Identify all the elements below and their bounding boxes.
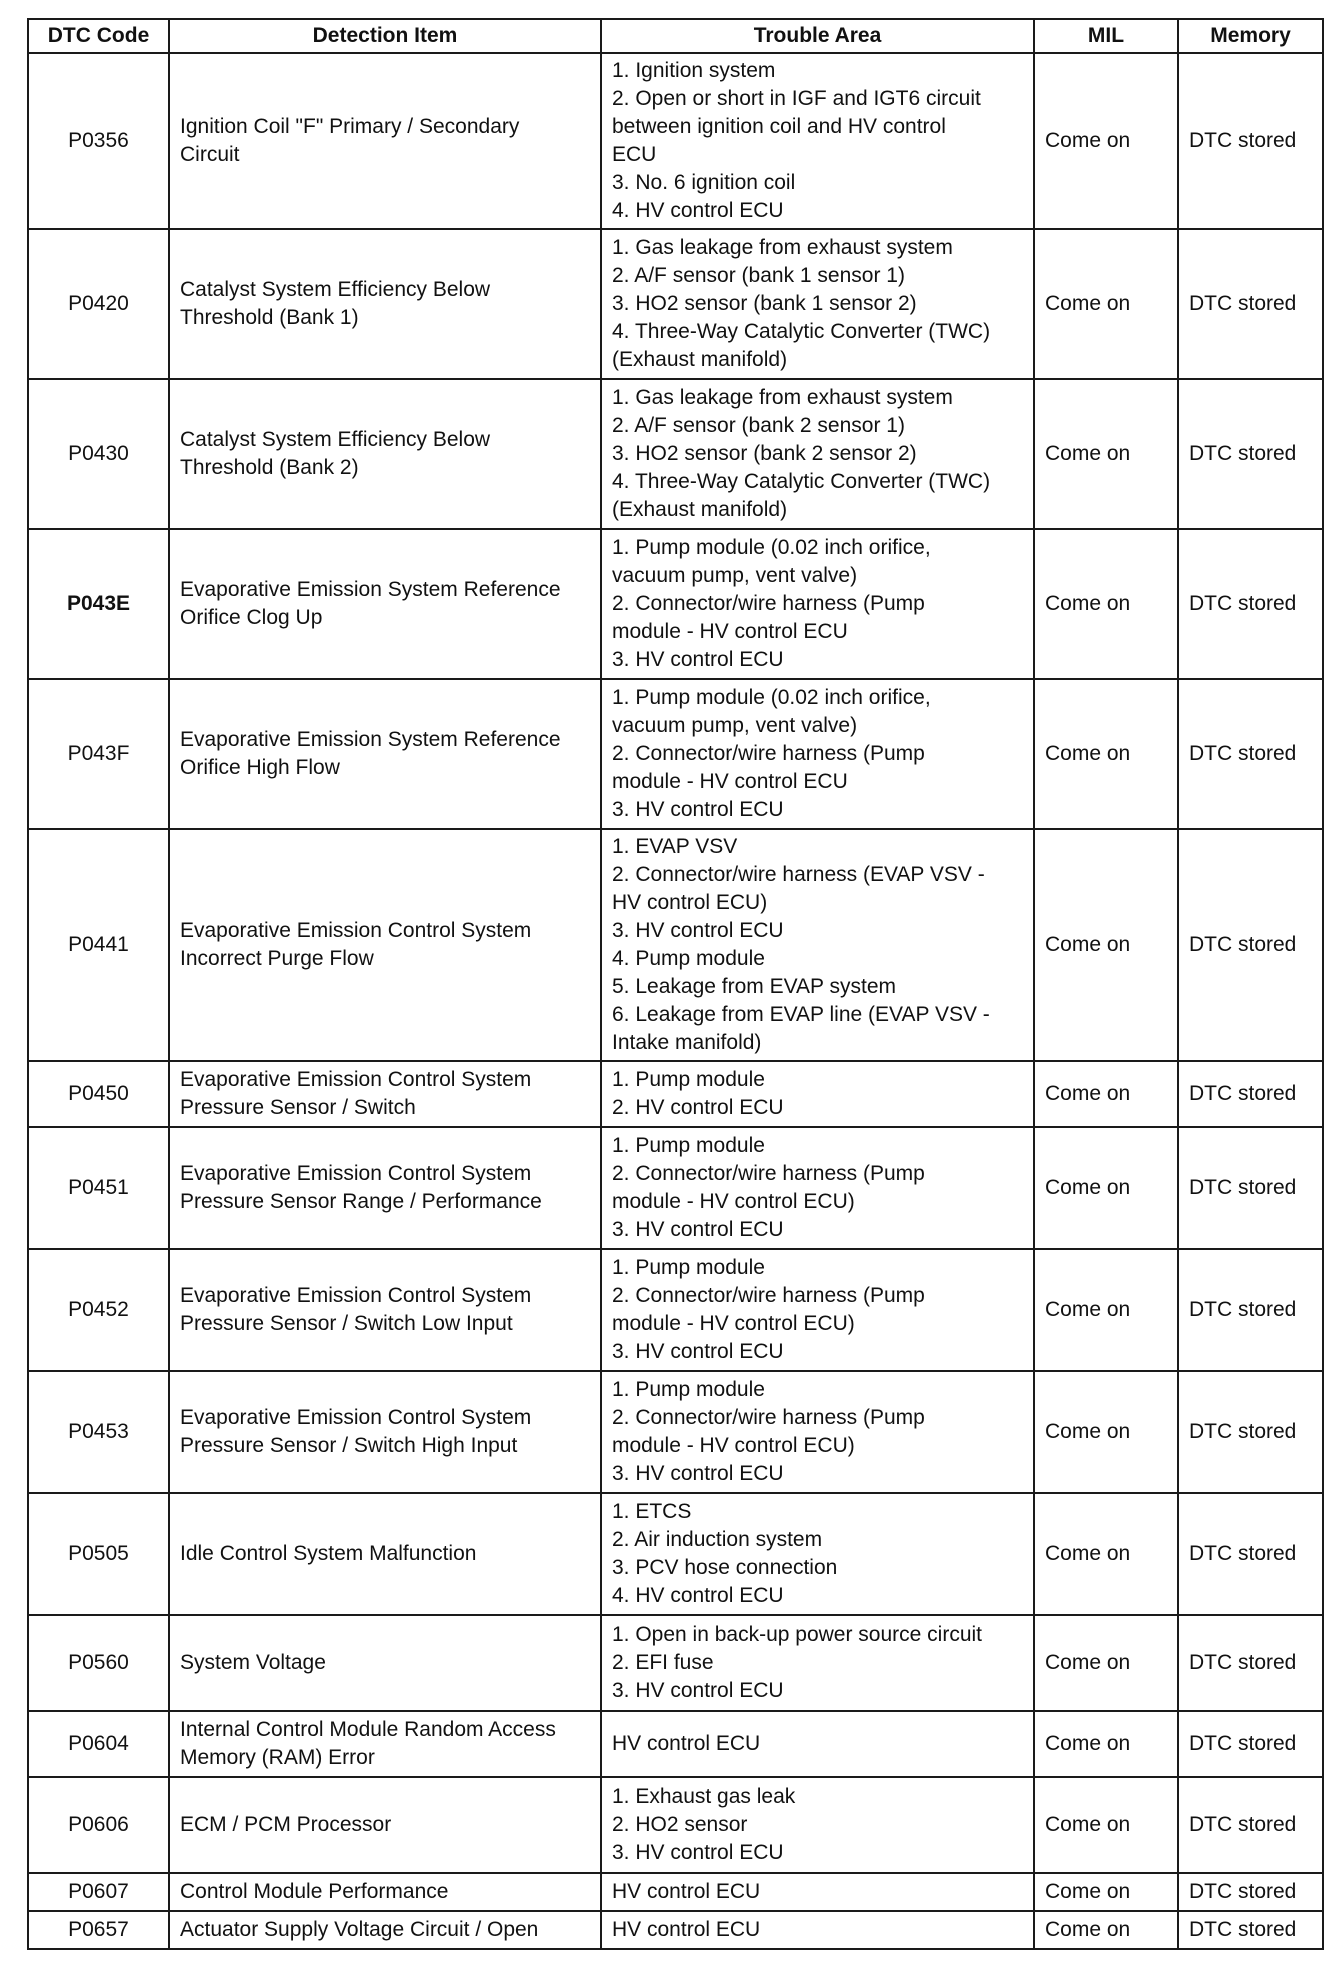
detection-item-line: Actuator Supply Voltage Circuit / Open [180, 1918, 539, 1941]
trouble-area-cell [601, 1711, 1034, 1777]
table-body [28, 53, 1323, 1949]
trouble-area-cell [601, 1371, 1034, 1493]
detection-item-line: Ignition Coil "F" Primary / Secondary [180, 115, 520, 138]
dtc-code-cell: P0657 [28, 1911, 169, 1949]
detection-item-cell [169, 1615, 601, 1711]
trouble-area-cell [601, 379, 1034, 529]
table-row [28, 1061, 1323, 1127]
dtc-code-cell: P043E [28, 529, 169, 679]
trouble-area-line: module - HV control ECU [612, 620, 848, 643]
mil-cell: Come on [1034, 1249, 1178, 1371]
memory-cell: DTC stored [1178, 829, 1323, 1061]
trouble-area-line: 2. A/F sensor (bank 1 sensor 1) [612, 264, 905, 287]
dtc-code-cell: P043F [28, 679, 169, 829]
trouble-area-line: vacuum pump, vent valve) [612, 564, 858, 587]
trouble-area-cell [601, 53, 1034, 229]
detection-item-line: Orifice Clog Up [180, 606, 323, 629]
dtc-code-cell: P0453 [28, 1371, 169, 1493]
table-row [28, 379, 1323, 529]
header-mil: MIL [1034, 19, 1178, 53]
detection-item-line: Evaporative Emission System Reference [180, 728, 561, 751]
table-row [28, 1493, 1323, 1615]
trouble-area-line: 2. A/F sensor (bank 2 sensor 1) [612, 414, 905, 437]
trouble-area-cell [601, 1249, 1034, 1371]
mil-cell: Come on [1034, 1061, 1178, 1127]
trouble-area-line: module - HV control ECU [612, 770, 848, 793]
trouble-area-line: between ignition coil and HV control [612, 115, 946, 138]
trouble-area-line: 6. Leakage from EVAP line (EVAP VSV - [612, 1003, 990, 1026]
trouble-area-line: 1. Gas leakage from exhaust system [612, 386, 953, 409]
detection-item-line: Evaporative Emission Control System [180, 1406, 532, 1429]
header-detection-item: Detection Item [169, 19, 601, 53]
detection-item-line: Evaporative Emission Control System [180, 919, 532, 942]
table-row [28, 1777, 1323, 1873]
trouble-area-line: 3. PCV hose connection [612, 1556, 838, 1579]
trouble-area-line: 1. Pump module [612, 1134, 765, 1157]
trouble-area-line: 4. Three-Way Catalytic Converter (TWC) [612, 470, 991, 493]
mil-cell: Come on [1034, 1911, 1178, 1949]
detection-item-cell [169, 1371, 601, 1493]
mil-cell: Come on [1034, 679, 1178, 829]
trouble-area-line: 3. HV control ECU [612, 919, 784, 942]
mil-cell: Come on [1034, 1777, 1178, 1873]
detection-item-cell [169, 1061, 601, 1127]
trouble-area-line: 3. HV control ECU [612, 648, 784, 671]
trouble-area-line: 2. Air induction system [612, 1528, 823, 1551]
dtc-code-cell: P0505 [28, 1493, 169, 1615]
detection-item-line: Pressure Sensor / Switch [180, 1096, 416, 1119]
trouble-area-line: HV control ECU) [612, 891, 768, 914]
trouble-area-line: 1. Gas leakage from exhaust system [612, 236, 953, 259]
trouble-area-line: 2. Connector/wire harness (EVAP VSV - [612, 863, 985, 886]
trouble-area-line: 4. HV control ECU [612, 199, 784, 222]
memory-cell: DTC stored [1178, 229, 1323, 379]
table-row [28, 1127, 1323, 1249]
dtc-code-cell: P0560 [28, 1615, 169, 1711]
trouble-area-line: 2. HO2 sensor [612, 1813, 748, 1836]
detection-item-cell [169, 53, 601, 229]
trouble-area-line: 1. ETCS [612, 1500, 692, 1523]
trouble-area-line: 4. Pump module [612, 947, 765, 970]
table-row [28, 1873, 1323, 1911]
trouble-area-line: 2. Open or short in IGF and IGT6 circuit [612, 87, 981, 110]
trouble-area-line: 1. Pump module (0.02 inch orifice, [612, 536, 931, 559]
trouble-area-line: 1. Exhaust gas leak [612, 1785, 796, 1808]
trouble-area-line: 1. Pump module [612, 1068, 765, 1091]
memory-cell: DTC stored [1178, 529, 1323, 679]
memory-cell: DTC stored [1178, 1711, 1323, 1777]
detection-item-line: Evaporative Emission System Reference [180, 578, 561, 601]
dtc-code-cell: P0452 [28, 1249, 169, 1371]
detection-item-line: Circuit [180, 143, 240, 166]
mil-cell: Come on [1034, 379, 1178, 529]
detection-item-cell [169, 1127, 601, 1249]
trouble-area-cell [601, 1777, 1034, 1873]
memory-cell: DTC stored [1178, 1777, 1323, 1873]
trouble-area-line: (Exhaust manifold) [612, 348, 788, 371]
trouble-area-cell [601, 1493, 1034, 1615]
trouble-area-line: 4. HV control ECU [612, 1584, 784, 1607]
trouble-area-cell [601, 1127, 1034, 1249]
dtc-code-cell: P0606 [28, 1777, 169, 1873]
trouble-area-cell [601, 1615, 1034, 1711]
detection-item-cell [169, 379, 601, 529]
trouble-area-line: 2. HV control ECU [612, 1096, 784, 1119]
mil-cell: Come on [1034, 1615, 1178, 1711]
table-row [28, 829, 1323, 1061]
detection-item-cell [169, 1777, 601, 1873]
trouble-area-line: 1. Ignition system [612, 59, 776, 82]
table-row [28, 679, 1323, 829]
trouble-area-cell [601, 1911, 1034, 1949]
memory-cell: DTC stored [1178, 1911, 1323, 1949]
detection-item-cell [169, 529, 601, 679]
trouble-area-line: 3. HV control ECU [612, 1218, 784, 1241]
trouble-area-line: 2. Connector/wire harness (Pump [612, 1162, 925, 1185]
trouble-area-line: module - HV control ECU) [612, 1190, 855, 1213]
trouble-area-line: Intake manifold) [612, 1031, 762, 1054]
detection-item-cell [169, 1493, 601, 1615]
trouble-area-line: 2. Connector/wire harness (Pump [612, 1284, 925, 1307]
trouble-area-line: 3. HO2 sensor (bank 1 sensor 2) [612, 292, 917, 315]
detection-item-cell [169, 229, 601, 379]
detection-item-line: Control Module Performance [180, 1880, 449, 1903]
trouble-area-line: 3. No. 6 ignition coil [612, 171, 796, 194]
detection-item-cell [169, 829, 601, 1061]
trouble-area-line: 2. EFI fuse [612, 1651, 714, 1674]
mil-cell: Come on [1034, 829, 1178, 1061]
dtc-table [27, 18, 1324, 1950]
trouble-area-line: 2. Connector/wire harness (Pump [612, 742, 925, 765]
dtc-code-cell: P0604 [28, 1711, 169, 1777]
trouble-area-line: 4. Three-Way Catalytic Converter (TWC) [612, 320, 991, 343]
trouble-area-line: vacuum pump, vent valve) [612, 714, 858, 737]
trouble-area-line: 2. Connector/wire harness (Pump [612, 1406, 925, 1429]
trouble-area-cell [601, 229, 1034, 379]
table-row [28, 1371, 1323, 1493]
dtc-code-cell: P0451 [28, 1127, 169, 1249]
mil-cell: Come on [1034, 1127, 1178, 1249]
memory-cell: DTC stored [1178, 1615, 1323, 1711]
detection-item-cell [169, 1911, 601, 1949]
mil-cell: Come on [1034, 529, 1178, 679]
trouble-area-line: HV control ECU [612, 1880, 761, 1903]
trouble-area-line: module - HV control ECU) [612, 1312, 855, 1335]
header-trouble-area: Trouble Area [601, 19, 1034, 53]
detection-item-line: Evaporative Emission Control System [180, 1284, 532, 1307]
mil-cell: Come on [1034, 1711, 1178, 1777]
detection-item-line: Pressure Sensor / Switch Low Input [180, 1312, 513, 1335]
detection-item-cell [169, 1873, 601, 1911]
trouble-area-line: 2. Connector/wire harness (Pump [612, 592, 925, 615]
detection-item-line: Pressure Sensor / Switch High Input [180, 1434, 518, 1457]
trouble-area-line: 3. HV control ECU [612, 1841, 784, 1864]
detection-item-line: Threshold (Bank 2) [180, 456, 359, 479]
trouble-area-line: 5. Leakage from EVAP system [612, 975, 897, 998]
memory-cell: DTC stored [1178, 1371, 1323, 1493]
dtc-code-cell: P0430 [28, 379, 169, 529]
trouble-area-line: ECU [612, 143, 657, 166]
trouble-area-line: 3. HO2 sensor (bank 2 sensor 2) [612, 442, 917, 465]
dtc-code-cell: P0607 [28, 1873, 169, 1911]
detection-item-line: Evaporative Emission Control System [180, 1162, 532, 1185]
mil-cell: Come on [1034, 1873, 1178, 1911]
table-header-row [28, 19, 1323, 53]
table-row [28, 1615, 1323, 1711]
detection-item-cell [169, 679, 601, 829]
trouble-area-cell [601, 679, 1034, 829]
memory-cell: DTC stored [1178, 1249, 1323, 1371]
table-row [28, 1249, 1323, 1371]
detection-item-line: Idle Control System Malfunction [180, 1542, 477, 1565]
trouble-area-cell [601, 829, 1034, 1061]
table-row [28, 529, 1323, 679]
header-dtc-code: DTC Code [28, 19, 169, 53]
table-row [28, 1711, 1323, 1777]
detection-item-line: Incorrect Purge Flow [180, 947, 374, 970]
header-memory: Memory [1178, 19, 1323, 53]
trouble-area-line: 1. EVAP VSV [612, 835, 738, 858]
detection-item-line: Memory (RAM) Error [180, 1746, 375, 1769]
memory-cell: DTC stored [1178, 1493, 1323, 1615]
detection-item-line: Pressure Sensor Range / Performance [180, 1190, 542, 1213]
trouble-area-line: 3. HV control ECU [612, 1462, 784, 1485]
trouble-area-line: (Exhaust manifold) [612, 498, 788, 521]
trouble-area-line: 3. HV control ECU [612, 1340, 784, 1363]
mil-cell: Come on [1034, 1371, 1178, 1493]
memory-cell: DTC stored [1178, 1873, 1323, 1911]
detection-item-line: Catalyst System Efficiency Below [180, 428, 491, 451]
mil-cell: Come on [1034, 229, 1178, 379]
trouble-area-line: module - HV control ECU) [612, 1434, 855, 1457]
table-row [28, 1911, 1323, 1949]
detection-item-line: System Voltage [180, 1651, 326, 1674]
dtc-code-cell: P0441 [28, 829, 169, 1061]
table-row [28, 53, 1323, 229]
trouble-area-line: HV control ECU [612, 1732, 761, 1755]
detection-item-line: Orifice High Flow [180, 756, 340, 779]
trouble-area-line: 3. HV control ECU [612, 798, 784, 821]
memory-cell: DTC stored [1178, 379, 1323, 529]
trouble-area-line: HV control ECU [612, 1918, 761, 1941]
detection-item-line: Catalyst System Efficiency Below [180, 278, 491, 301]
trouble-area-cell [601, 1061, 1034, 1127]
detection-item-line: ECM / PCM Processor [180, 1813, 392, 1836]
dtc-code-cell: P0420 [28, 229, 169, 379]
trouble-area-line: 3. HV control ECU [612, 1679, 784, 1702]
trouble-area-line: 1. Open in back-up power source circuit [612, 1623, 983, 1646]
trouble-area-cell [601, 1873, 1034, 1911]
dtc-table-container [27, 18, 1322, 1950]
trouble-area-cell [601, 529, 1034, 679]
detection-item-cell [169, 1249, 601, 1371]
memory-cell: DTC stored [1178, 1061, 1323, 1127]
memory-cell: DTC stored [1178, 679, 1323, 829]
detection-item-line: Threshold (Bank 1) [180, 306, 359, 329]
memory-cell: DTC stored [1178, 1127, 1323, 1249]
trouble-area-line: 1. Pump module [612, 1256, 765, 1279]
trouble-area-line: 1. Pump module (0.02 inch orifice, [612, 686, 931, 709]
memory-cell: DTC stored [1178, 53, 1323, 229]
mil-cell: Come on [1034, 53, 1178, 229]
dtc-code-cell: P0450 [28, 1061, 169, 1127]
detection-item-cell [169, 1711, 601, 1777]
dtc-code-cell: P0356 [28, 53, 169, 229]
trouble-area-line: 1. Pump module [612, 1378, 765, 1401]
mil-cell: Come on [1034, 1493, 1178, 1615]
detection-item-line: Internal Control Module Random Access [180, 1718, 556, 1741]
table-row [28, 229, 1323, 379]
detection-item-line: Evaporative Emission Control System [180, 1068, 532, 1091]
